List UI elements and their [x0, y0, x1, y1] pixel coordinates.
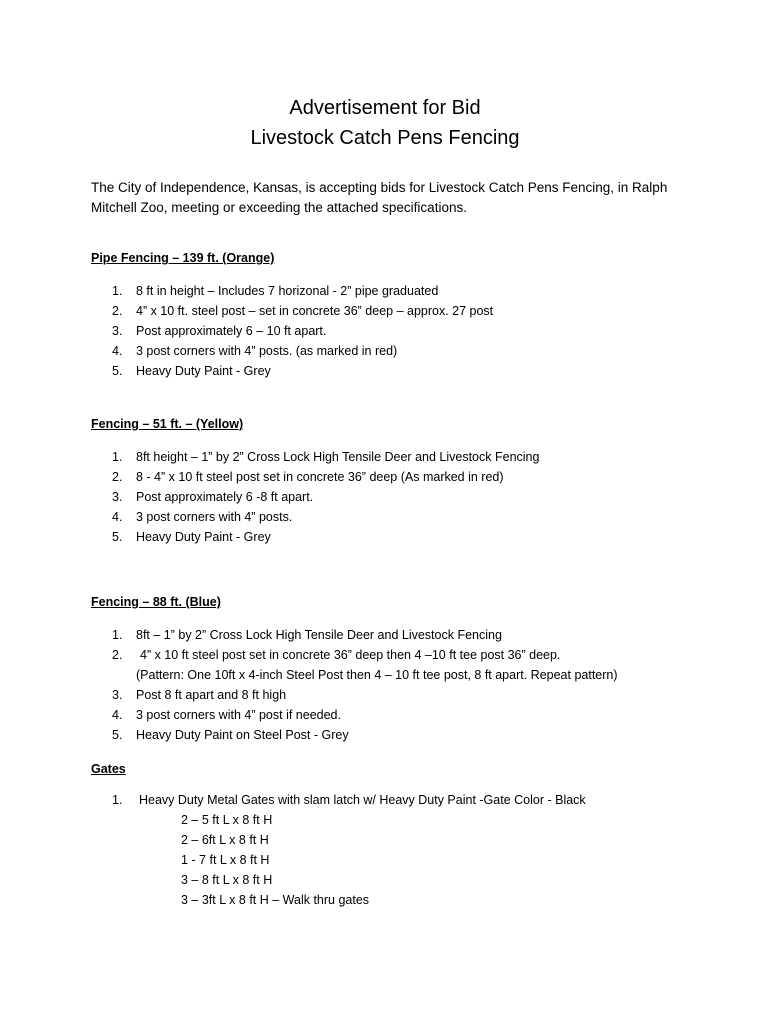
- list-item: [91, 625, 618, 645]
- list-number: 3.: [112, 490, 123, 504]
- title-line-2: Livestock Catch Pens Fencing: [250, 127, 520, 149]
- list-number: 1.: [112, 628, 123, 642]
- list-item: [91, 467, 539, 487]
- list-number: 5.: [112, 728, 123, 742]
- list-item: [91, 447, 539, 467]
- list-number: 3.: [112, 688, 123, 702]
- list-item: [91, 527, 539, 547]
- list-text: Post 8 ft apart and 8 ft high: [136, 688, 287, 702]
- list-item: [91, 685, 618, 705]
- list-text: 3 post corners with 4” posts.: [136, 510, 293, 524]
- section-list-fencing-blue: [91, 625, 618, 745]
- list-item: [91, 790, 586, 810]
- list-text: 8ft height – 1” by 2” Cross Lock High Tensile Deer and Livestock Fencing: [136, 450, 540, 464]
- list-item: [91, 705, 618, 725]
- gate-size-item: 3 – 3ft L x 8 ft H – Walk thru gates: [181, 893, 370, 907]
- gate-size-item: 3 – 8 ft L x 8 ft H: [181, 873, 273, 887]
- list-text: Heavy Duty Paint on Steel Post - Grey: [136, 728, 349, 742]
- list-item: [91, 487, 539, 507]
- list-number: 1.: [112, 284, 123, 298]
- list-item: [91, 281, 493, 301]
- title-line-1: Advertisement for Bid: [289, 97, 481, 119]
- list-text: Post approximately 6 – 10 ft apart.: [136, 324, 327, 338]
- gate-size-item: 1 - 7 ft L x 8 ft H: [181, 853, 270, 867]
- list-text: 3 post corners with 4” post if needed.: [136, 708, 341, 722]
- list-number: 1.: [112, 450, 123, 464]
- list-item: [91, 341, 493, 361]
- list-item: [91, 507, 539, 527]
- gate-size-item: 2 – 6ft L x 8 ft H: [181, 833, 269, 847]
- gate-size-item: 2 – 5 ft L x 8 ft H: [181, 813, 273, 827]
- list-text: Heavy Duty Paint - Grey: [136, 364, 271, 378]
- list-item: [91, 301, 493, 321]
- list-item: [91, 725, 618, 745]
- list-text: 8ft – 1” by 2” Cross Lock High Tensile Deer and Livestock Fencing: [136, 628, 502, 642]
- intro-paragraph: The City of Independence, Kansas, is accepting bids for Livestock Catch Pens Fencing, in Ralph Mitchell Zoo, meeting or exceeding the attached specifications.: [91, 180, 668, 215]
- gates-list: [91, 790, 586, 810]
- list-number: 2.: [112, 648, 123, 662]
- list-item: [91, 321, 493, 341]
- list-item-continuation: [91, 665, 618, 685]
- section-heading-pipe-fencing: Pipe Fencing – 139 ft. (Orange): [91, 251, 275, 265]
- section-heading-fencing-yellow: Fencing – 51 ft. – (Yellow): [91, 417, 244, 431]
- section-list-fencing-yellow: [91, 447, 539, 547]
- list-text: Heavy Duty Paint - Grey: [136, 530, 271, 544]
- list-number: 4.: [112, 708, 123, 722]
- list-number: 1.: [112, 793, 123, 807]
- list-number: 4.: [112, 344, 123, 358]
- list-text: 3 post corners with 4” posts. (as marked in red): [136, 344, 398, 358]
- section-heading-gates: Gates: [91, 762, 126, 776]
- list-text: (Pattern: One 10ft x 4-inch Steel Post then 4 – 10 ft tee post, 8 ft apart. Repeat pattern): [136, 668, 618, 682]
- list-number: 3.: [112, 324, 123, 338]
- list-number: 5.: [112, 530, 123, 544]
- list-item: [91, 361, 493, 381]
- list-text: 4” x 10 ft. steel post – set in concrete 36” deep – approx. 27 post: [136, 304, 494, 318]
- list-text: Post approximately 6 -8 ft apart.: [136, 490, 314, 504]
- list-number: 4.: [112, 510, 123, 524]
- section-heading-fencing-blue: Fencing – 88 ft. (Blue): [91, 595, 221, 609]
- list-item: [91, 645, 618, 665]
- list-text: Heavy Duty Metal Gates with slam latch w/ Heavy Duty Paint -Gate Color - Black: [139, 793, 586, 807]
- list-number: 5.: [112, 364, 123, 378]
- list-text: 4” x 10 ft steel post set in concrete 36” deep then 4 –10 ft tee post 36” deep.: [140, 648, 561, 662]
- list-number: 2.: [112, 470, 123, 484]
- list-text: 8 - 4” x 10 ft steel post set in concrete 36” deep (As marked in red): [136, 470, 504, 484]
- list-text: 8 ft in height – Includes 7 horizonal - 2” pipe graduated: [136, 284, 439, 298]
- gate-sizes-list: [181, 810, 369, 910]
- section-list-pipe-fencing: [91, 281, 493, 381]
- list-number: 2.: [112, 304, 123, 318]
